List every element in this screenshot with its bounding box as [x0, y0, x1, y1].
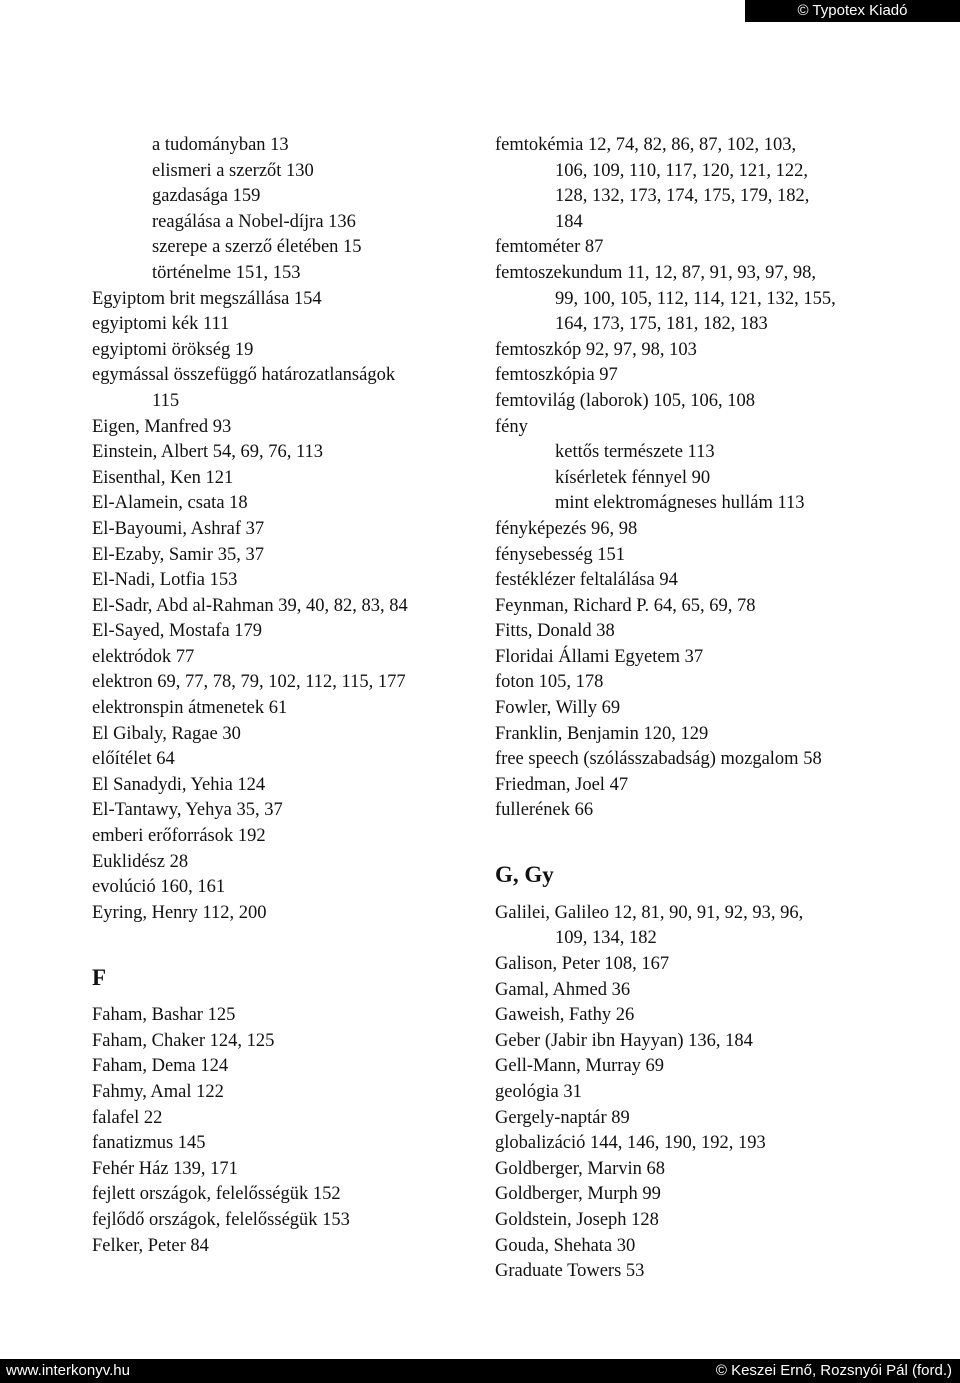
index-subentry: szerepe a szerző életében 15 — [152, 237, 362, 258]
index-entry: Fitts, Donald 38 — [495, 621, 615, 642]
index-entry: emberi erőforrások 192 — [92, 826, 266, 847]
index-entry: El-Bayoumi, Ashraf 37 — [92, 518, 265, 539]
index-entry: egyiptomi örökség 19 — [92, 339, 254, 360]
footer-site-link[interactable]: www.interkonyv.hu — [6, 1362, 130, 1379]
footer-authors: © Keszei Ernő, Rozsnyói Pál (ford.) — [715, 1362, 952, 1379]
index-entry: femtoszkópia 97 — [495, 365, 618, 386]
index-subentry: elismeri a szerzőt 130 — [152, 160, 314, 181]
index-entry: Faham, Bashar 125 — [92, 1005, 236, 1026]
index-entry: festéklézer feltalálása 94 — [495, 570, 678, 591]
index-column-left — [92, 133, 472, 1259]
index-entry: globalizáció 144, 146, 190, 192, 193 — [495, 1133, 766, 1154]
section-gap — [92, 926, 472, 952]
index-entry: Egyiptom brit megszállása 154 — [92, 288, 322, 309]
index-entry: fullerének 66 — [495, 800, 594, 821]
index-entry: egymással összefüggő határozatlanságok — [92, 365, 396, 386]
index-entry: fényképezés 96, 98 — [495, 518, 638, 539]
index-entry: Goldstein, Joseph 128 — [495, 1209, 659, 1230]
index-entry: elektronspin átmenetek 61 — [92, 698, 288, 719]
index-entry-continuation: 109, 134, 182 — [555, 928, 657, 949]
index-entry: fejlődő országok, felelősségük 153 — [92, 1209, 350, 1230]
index-entry: Euklidész 28 — [92, 851, 189, 872]
index-entry: fénysebesség 151 — [495, 544, 625, 565]
index-entry: El Sanadydi, Yehia 124 — [92, 774, 266, 795]
publisher-banner — [745, 0, 960, 22]
index-entry: Geber (Jabir ibn Hayyan) 136, 184 — [495, 1030, 753, 1051]
index-entry: femtoszkóp 92, 97, 98, 103 — [495, 339, 697, 360]
index-entry-continuation: 184 — [555, 211, 583, 232]
index-entry: Fowler, Willy 69 — [495, 698, 621, 719]
index-entry-continuation: 128, 132, 173, 174, 175, 179, 182, — [555, 186, 810, 207]
index-entry: El-Nadi, Lotfia 153 — [92, 570, 238, 591]
index-entry-continuation: 99, 100, 105, 112, 114, 121, 132, 155, — [555, 288, 836, 309]
index-entry: Gergely-naptár 89 — [495, 1107, 630, 1128]
index-entry: Faham, Dema 124 — [92, 1056, 229, 1077]
index-entry: free speech (szólásszabadság) mozgalom 58 — [495, 749, 822, 770]
subentry-group — [92, 133, 472, 287]
index-entry-continuation: 115 — [152, 390, 180, 411]
index-entry: fejlett országok, felelősségük 152 — [92, 1184, 341, 1205]
index-subentry: kísérletek fénnyel 90 — [555, 467, 711, 488]
index-entry: Floridai Állami Egyetem 37 — [495, 646, 704, 667]
index-entry: geológia 31 — [495, 1081, 582, 1102]
index-column-right — [495, 133, 935, 1285]
index-entry: Eyring, Henry 112, 200 — [92, 902, 267, 923]
section-heading-f: F — [92, 964, 107, 990]
index-entry: femtokémia 12, 74, 82, 86, 87, 102, 103, — [495, 135, 797, 155]
index-entry: Graduate Towers 53 — [495, 1261, 645, 1282]
index-entry: El-Ezaby, Samir 35, 37 — [92, 544, 264, 565]
index-entry: Faham, Chaker 124, 125 — [92, 1030, 275, 1051]
index-entry: egyiptomi kék 111 — [92, 314, 230, 335]
index-entry: falafel 22 — [92, 1107, 163, 1128]
index-entry: Fehér Ház 139, 171 — [92, 1158, 238, 1179]
index-entry: Friedman, Joel 47 — [495, 774, 629, 795]
index-entry: Felker, Peter 84 — [92, 1235, 209, 1256]
index-entry: Goldberger, Marvin 68 — [495, 1158, 666, 1179]
index-subentry: történelme 151, 153 — [152, 262, 301, 283]
index-subentry: gazdasága 159 — [152, 186, 261, 207]
index-entry: evolúció 160, 161 — [92, 877, 226, 898]
index-entry: El Gibaly, Ragae 30 — [92, 723, 241, 744]
index-subentry: kettős természete 113 — [555, 442, 715, 463]
index-entry: femtoszekundum 11, 12, 87, 91, 93, 97, 98, — [495, 262, 816, 283]
index-entry: elektródok 77 — [92, 646, 195, 667]
index-entry: Eigen, Manfred 93 — [92, 416, 232, 437]
index-entry: Eisenthal, Ken 121 — [92, 467, 234, 488]
index-entry: Galilei, Galileo 12, 81, 90, 91, 92, 93, 96, — [495, 902, 804, 923]
index-entry: Gell-Mann, Murray 69 — [495, 1056, 665, 1077]
index-entry: Franklin, Benjamin 120, 129 — [495, 723, 709, 744]
index-entry: Galison, Peter 108, 167 — [495, 954, 670, 974]
index-entry: femtométer 87 — [495, 237, 604, 258]
index-entry: El-Tantawy, Yehya 35, 37 — [92, 800, 283, 821]
index-subentry: a tudományban 13 — [152, 135, 289, 155]
index-entry: foton 105, 178 — [495, 672, 604, 693]
index-entry: El-Sadr, Abd al-Rahman 39, 40, 82, 83, 84 — [92, 595, 408, 616]
index-entry: El-Alamein, csata 18 — [92, 493, 248, 514]
index-subentry: reagálása a Nobel-díjra 136 — [152, 211, 356, 232]
section-heading-g: G, Gy — [495, 862, 554, 888]
index-entry: Gaweish, Fathy 26 — [495, 1005, 635, 1026]
index-entry: Gouda, Shehata 30 — [495, 1235, 636, 1256]
index-entry: femtovilág (laborok) 105, 106, 108 — [495, 390, 755, 411]
index-subentry: mint elektromágneses hullám 113 — [555, 493, 805, 514]
index-entry: fanatizmus 145 — [92, 1133, 206, 1154]
index-entry: El-Sayed, Mostafa 179 — [92, 621, 263, 642]
index-entry: Fahmy, Amal 122 — [92, 1081, 224, 1102]
index-entry: fény — [495, 416, 528, 437]
publisher-text: © Typotex Kiadó — [797, 2, 908, 19]
index-entry: Goldberger, Murph 99 — [495, 1184, 661, 1205]
index-entry: Feynman, Richard P. 64, 65, 69, 78 — [495, 595, 756, 616]
index-entry-continuation: 164, 173, 175, 181, 182, 183 — [555, 314, 768, 335]
index-entry-continuation: 106, 109, 110, 117, 120, 121, 122, — [555, 160, 809, 181]
footer-bar — [0, 1359, 960, 1383]
index-entry: Einstein, Albert 54, 69, 76, 113 — [92, 442, 324, 463]
section-gap — [495, 824, 935, 850]
index-entry: elektron 69, 77, 78, 79, 102, 112, 115, 177 — [92, 672, 406, 693]
index-entry: előítélet 64 — [92, 749, 175, 770]
index-entry: Gamal, Ahmed 36 — [495, 979, 631, 1000]
